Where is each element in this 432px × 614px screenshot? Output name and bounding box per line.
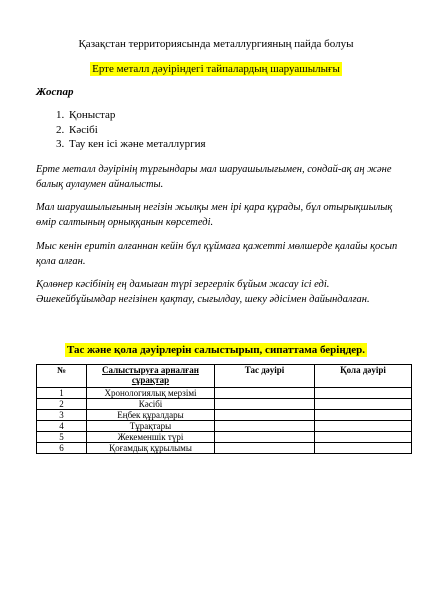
row-number: 2 — [37, 399, 87, 410]
row-number: 4 — [37, 421, 87, 432]
plan-list — [56, 108, 206, 152]
row-criterion: Қоғамдық құрылымы — [87, 443, 215, 454]
row-criterion: Еңбек құралдары — [87, 410, 215, 421]
table-row — [37, 388, 412, 399]
row-criterion: Кәсібі — [87, 399, 215, 410]
cell-bronze-age[interactable] — [315, 443, 412, 454]
plan-item — [56, 123, 206, 138]
plan-item — [56, 137, 206, 152]
plan-item-number: 3. — [56, 138, 65, 150]
subtitle-container — [0, 59, 432, 77]
header-criterion: Салыстыруға арналған сұрақтар — [87, 365, 215, 388]
paragraph-livelihood: Ерте металл дәуірінің тұрғындары мал шаруашылығымен, сондай-ақ аң және балық аулаумен айналысты. — [36, 164, 392, 190]
cell-stone-age[interactable] — [215, 399, 315, 410]
plan-item-number: 2. — [56, 123, 65, 136]
header-stone-age: Тас дәуірі — [215, 365, 315, 388]
document-subtitle: Ерте металл дәуіріндегі тайпалардың шаруашылығы — [92, 63, 340, 75]
row-criterion: Тұрақтары — [87, 421, 215, 432]
task-container — [0, 340, 432, 358]
table-row — [37, 432, 412, 443]
plan-item-number: 1. — [56, 109, 65, 121]
header-number: № — [37, 365, 87, 388]
paragraph-crafts: Қолөнер кәсібінің ең дамыған түрі зергерлік бұйым жасау ісі еді. Әшекейбұйымдар негізінен қақтау, сығылдау, шеку әдісімен дайындалған. — [36, 279, 370, 305]
cell-bronze-age[interactable] — [315, 399, 412, 410]
cell-stone-age[interactable] — [215, 388, 315, 399]
header-bronze-age: Қола дәуірі — [315, 365, 412, 388]
document-title: Қазақстан территориясында металлургияның пайда болуы — [78, 38, 354, 50]
cell-bronze-age[interactable] — [315, 421, 412, 432]
plan-item — [56, 108, 206, 123]
cell-bronze-age[interactable] — [315, 388, 412, 399]
table-row — [37, 410, 412, 421]
comparison-table — [36, 364, 412, 454]
cell-stone-age[interactable] — [215, 432, 315, 443]
cell-bronze-age[interactable] — [315, 410, 412, 421]
cell-stone-age[interactable] — [215, 410, 315, 421]
table-row — [37, 421, 412, 432]
paragraph-bronze: Мыс кенін еритіп алғаннан кейін бұл құймаға қажетті мөлшерде қалайы қосып қола алған. — [36, 241, 398, 267]
paragraph-livestock: Мал шаруашылығының негізін жылқы мен ірі қара құрады, бұл отырықшылық өмір салтының орныққанын көрсетеді. — [36, 202, 393, 228]
row-number: 5 — [37, 432, 87, 443]
row-criterion: Хронологиялық мерзімі — [87, 388, 215, 399]
row-number: 1 — [37, 388, 87, 399]
plan-item-text: Тау кен ісі және металлургия — [69, 138, 206, 150]
plan-item-text: Кәсібі — [69, 123, 98, 136]
plan-item-text: Қоныстар — [69, 109, 116, 121]
plan-heading: Жоспар — [36, 86, 74, 98]
row-number: 6 — [37, 443, 87, 454]
row-criterion: Жекеменшік түрі — [87, 432, 215, 443]
cell-bronze-age[interactable] — [315, 432, 412, 443]
cell-stone-age[interactable] — [215, 421, 315, 432]
cell-stone-age[interactable] — [215, 443, 315, 454]
table-row — [37, 443, 412, 454]
table-header-row — [37, 365, 412, 388]
row-number: 3 — [37, 410, 87, 421]
table-row — [37, 399, 412, 410]
task-instruction: Тас және қола дәуірлерін салыстырып, сипаттама беріңдер. — [66, 344, 366, 356]
